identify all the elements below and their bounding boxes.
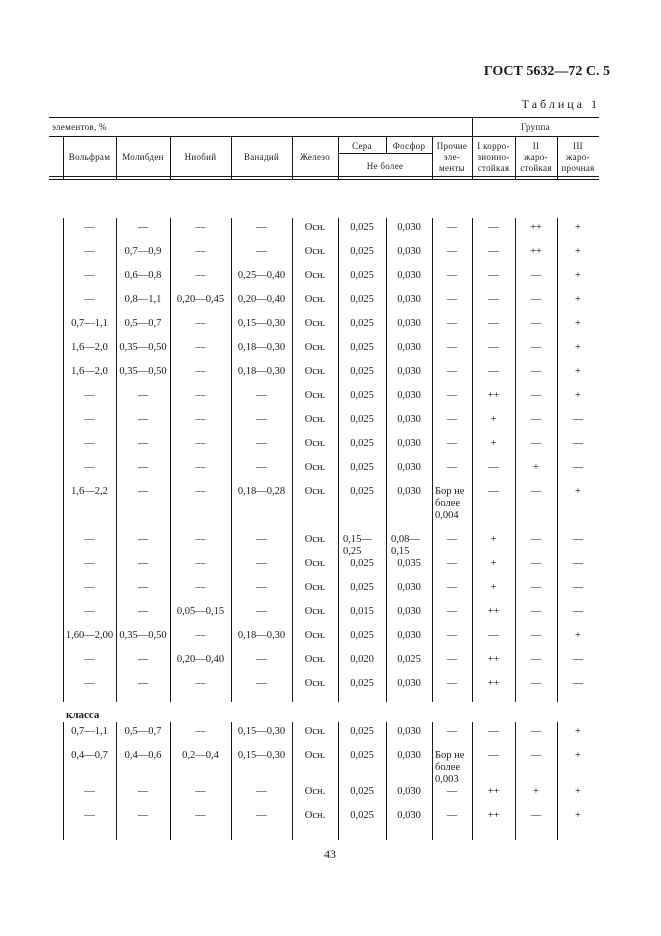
cell-molybdenum: 0,7—0,9 — [124, 246, 162, 257]
cell-other: — — [446, 438, 458, 449]
cell-iron: Осн. — [304, 270, 326, 281]
table-column-rule — [557, 722, 558, 840]
cell-sulfur: 0,025 — [350, 270, 374, 281]
table-column-rule — [63, 722, 64, 840]
cell-sulfur: 0,025 — [350, 558, 374, 569]
header-elements: элементов, % — [52, 122, 107, 132]
header-other-elements — [432, 141, 472, 174]
cell-phosphorus: 0,030 — [397, 606, 421, 617]
cell-tungsten: 1,6—2,2 — [71, 486, 108, 497]
cell-other: — — [446, 462, 458, 473]
cell-other: — — [446, 654, 458, 665]
cell-molybdenum: — — [137, 558, 149, 569]
header-bottom-rule — [49, 176, 599, 177]
cell-vanadium: 0,25—0,40 — [237, 270, 286, 281]
cell-group2: — — [530, 414, 542, 425]
header-group-1-line: зионно- — [477, 152, 510, 162]
cell-group2: + — [533, 462, 539, 473]
cell-group1: ++ — [487, 786, 500, 797]
table-column-rule — [170, 722, 171, 840]
cell-sulfur: 0,025 — [350, 366, 374, 377]
header-rule-1 — [49, 136, 599, 137]
table-column-rule — [386, 722, 387, 840]
cell-sulfur: 0,025 — [350, 222, 374, 233]
cell-group2: — — [530, 318, 542, 329]
cell-group1: — — [488, 342, 499, 353]
table-column-rule — [432, 722, 433, 840]
cell-group3: + — [575, 810, 581, 821]
cell-group2: — — [530, 390, 542, 401]
cell-group3: — — [572, 558, 584, 569]
cell-group2: — — [530, 366, 542, 377]
cell-vanadium: — — [256, 606, 267, 617]
table-column-rule — [515, 722, 516, 840]
cell-phosphorus: 0,030 — [397, 786, 421, 797]
cell-sulfur: 0,025 — [350, 246, 374, 257]
header-tungsten: Вольфрам — [68, 152, 111, 162]
cell-phosphorus: 0,030 — [397, 750, 421, 761]
cell-group3: — — [572, 606, 584, 617]
cell-other: — — [446, 366, 458, 377]
cell-iron: Осн. — [304, 462, 326, 473]
cell-group1: ++ — [487, 606, 500, 617]
cell-group1: + — [490, 438, 497, 449]
cell-group3: — — [572, 438, 584, 449]
table-top-rule — [49, 117, 599, 118]
cell-group2: + — [533, 786, 539, 797]
cell-other: — — [446, 246, 458, 257]
header-not-more: Не более — [366, 161, 404, 171]
cell-group3: + — [575, 630, 581, 641]
cell-group1: — — [488, 366, 499, 377]
header-group: Группа — [521, 122, 550, 132]
cell-sulfur: 0,025 — [350, 318, 374, 329]
cell-group1: — — [488, 750, 499, 761]
header-phosphorus: Фосфор — [392, 141, 426, 151]
cell-iron: Осн. — [304, 678, 326, 689]
cell-group1: ++ — [487, 390, 500, 401]
header-vanadium: Ванадий — [243, 152, 280, 162]
header-molybdenum: Молибден — [122, 152, 164, 162]
cell-phosphorus: 0,030 — [397, 390, 421, 401]
cell-sulfur: 0,025 — [350, 390, 374, 401]
header-group-3-line: жаро- — [566, 152, 590, 162]
cell-sulfur: 0,025 — [350, 486, 374, 497]
table-column-rule — [338, 722, 339, 840]
cell-niobium: — — [195, 342, 206, 353]
cell-group3: — — [572, 414, 584, 425]
cell-group2: — — [530, 810, 542, 821]
cell-group3: + — [575, 726, 581, 737]
cell-sulfur: 0,025 — [350, 414, 374, 425]
cell-group1: ++ — [487, 678, 500, 689]
cell-group2: — — [530, 294, 542, 305]
cell-tungsten: 0,7—1,1 — [71, 726, 108, 737]
cell-group3: — — [572, 678, 584, 689]
cell-other: Бор не более 0,003 — [435, 750, 465, 785]
cell-group2: — — [530, 342, 542, 353]
cell-molybdenum: 0,35—0,50 — [119, 630, 167, 641]
cell-iron: Осн. — [304, 582, 326, 593]
cell-molybdenum: — — [137, 390, 149, 401]
cell-tungsten: — — [84, 294, 95, 305]
cell-group3: + — [575, 390, 581, 401]
cell-molybdenum: — — [137, 678, 149, 689]
table-column-rule — [292, 722, 293, 840]
cell-iron: Осн. — [304, 810, 326, 821]
cell-niobium: 0,20—0,45 — [176, 294, 225, 305]
cell-group1: — — [488, 246, 499, 257]
cell-group2: — — [530, 558, 542, 569]
cell-molybdenum: — — [137, 222, 149, 233]
cell-phosphorus: 0,030 — [397, 678, 421, 689]
header-group-1 — [472, 141, 515, 174]
cell-niobium: — — [195, 810, 206, 821]
cell-iron: Осн. — [304, 318, 326, 329]
cell-vanadium: 0,15—0,30 — [237, 318, 286, 329]
cell-phosphorus: 0,030 — [397, 342, 421, 353]
cell-phosphorus: 0,025 — [397, 654, 421, 665]
cell-vanadium: 0,18—0,30 — [237, 630, 286, 641]
cell-sulfur: 0,015 — [350, 606, 374, 617]
cell-group1: + — [490, 534, 497, 545]
cell-sulfur: 0,020 — [350, 654, 374, 665]
cell-sulfur: 0,025 — [350, 810, 374, 821]
cell-group3: + — [575, 246, 581, 257]
cell-molybdenum: — — [137, 582, 149, 593]
cell-group2: — — [530, 678, 542, 689]
cell-group2: ++ — [530, 246, 542, 257]
cell-phosphorus: 0,030 — [397, 246, 421, 257]
cell-phosphorus: 0,030 — [397, 438, 421, 449]
cell-niobium: — — [195, 726, 206, 737]
cell-niobium: — — [195, 678, 206, 689]
cell-molybdenum: — — [137, 810, 149, 821]
cell-tungsten: — — [84, 246, 95, 257]
cell-niobium: — — [195, 630, 206, 641]
cell-niobium: — — [195, 222, 206, 233]
cell-other: — — [446, 390, 458, 401]
cell-vanadium: — — [256, 414, 267, 425]
page-number: 43 — [324, 847, 336, 861]
header-other-line: Прочие — [436, 141, 468, 151]
cell-iron: Осн. — [304, 294, 326, 305]
cell-vanadium: — — [256, 222, 267, 233]
cell-niobium: 0,05—0,15 — [176, 606, 225, 617]
cell-molybdenum: 0,5—0,7 — [124, 726, 162, 737]
header-sulfur: Сера — [352, 141, 372, 151]
cell-niobium: — — [195, 486, 206, 497]
header-bottom-rule-2 — [49, 179, 599, 180]
cell-other: — — [446, 678, 458, 689]
cell-phosphorus: 0,035 — [397, 558, 421, 569]
cell-sulfur: 0,025 — [350, 726, 374, 737]
cell-other: — — [446, 606, 458, 617]
cell-molybdenum: — — [137, 654, 149, 665]
cell-group2: — — [530, 750, 542, 761]
cell-vanadium: — — [256, 246, 267, 257]
cell-iron: Осн. — [304, 750, 326, 761]
cell-iron: Осн. — [304, 534, 326, 545]
cell-vanadium: 0,18—0,30 — [237, 342, 286, 353]
cell-vanadium: — — [256, 582, 267, 593]
table-column-rule — [472, 722, 473, 840]
cell-sulfur: 0,025 — [350, 438, 374, 449]
header-group-3-line: прочная — [561, 163, 595, 173]
header-group-2-line: стойкая — [520, 163, 552, 173]
cell-iron: Осн. — [304, 630, 326, 641]
table-label: Таблица 1 — [521, 97, 600, 111]
cell-phosphorus: 0,030 — [397, 462, 421, 473]
table-column-rule — [231, 722, 232, 840]
cell-group3: + — [575, 318, 581, 329]
cell-niobium: — — [195, 246, 206, 257]
cell-phosphorus: 0,030 — [397, 582, 421, 593]
cell-niobium: — — [195, 270, 206, 281]
cell-tungsten: — — [84, 222, 95, 233]
cell-group1: + — [490, 582, 497, 593]
cell-other: — — [446, 318, 458, 329]
cell-niobium: — — [195, 786, 206, 797]
cell-phosphorus: 0,030 — [397, 366, 421, 377]
cell-group3: + — [575, 222, 581, 233]
cell-molybdenum: 0,4—0,6 — [124, 750, 162, 761]
cell-sulfur: 0,025 — [350, 294, 374, 305]
cell-iron: Осн. — [304, 222, 326, 233]
cell-molybdenum: 0,8—1,1 — [124, 294, 162, 305]
cell-iron: Осн. — [304, 726, 326, 737]
cell-other: — — [446, 342, 458, 353]
cell-tungsten: 0,7—1,1 — [71, 318, 108, 329]
cell-group3: + — [575, 786, 581, 797]
cell-group3: — — [572, 582, 584, 593]
cell-niobium: — — [195, 414, 206, 425]
cell-group3: + — [575, 486, 581, 497]
cell-sulfur: 0,025 — [350, 750, 374, 761]
cell-group1: — — [488, 630, 499, 641]
cell-phosphorus: 0,030 — [397, 270, 421, 281]
cell-sulfur: 0,025 — [350, 462, 374, 473]
cell-phosphorus: 0,030 — [397, 486, 421, 497]
cell-iron: Осн. — [304, 654, 326, 665]
header-iron: Железо — [300, 152, 330, 162]
cell-group1: — — [488, 222, 499, 233]
cell-tungsten: — — [84, 390, 95, 401]
cell-niobium: — — [195, 438, 206, 449]
cell-molybdenum: — — [137, 462, 149, 473]
cell-tungsten: — — [84, 786, 95, 797]
cell-group3: + — [575, 294, 581, 305]
cell-group1: ++ — [487, 654, 500, 665]
cell-iron: Осн. — [304, 246, 326, 257]
cell-sulfur: 0,15— 0,25 — [343, 534, 372, 557]
cell-phosphorus: 0,030 — [397, 318, 421, 329]
cell-other: — — [446, 558, 458, 569]
header-group-1-line: I корро- — [477, 141, 510, 151]
cell-group1: — — [488, 294, 499, 305]
cell-group3: — — [572, 654, 584, 665]
header-group-2 — [515, 141, 557, 174]
cell-niobium: — — [195, 318, 206, 329]
header-group-2-line: жаро- — [524, 152, 548, 162]
cell-other: — — [446, 222, 458, 233]
table-column-rule — [116, 722, 117, 840]
cell-phosphorus: 0,030 — [397, 810, 421, 821]
cell-niobium: — — [195, 366, 206, 377]
cell-group2: — — [530, 438, 542, 449]
cell-tungsten: — — [84, 582, 95, 593]
cell-group2: — — [530, 534, 542, 545]
cell-other: — — [446, 582, 458, 593]
cell-vanadium: 0,20—0,40 — [237, 294, 286, 305]
cell-niobium: 0,20—0,40 — [176, 654, 225, 665]
cell-vanadium: 0,18—0,30 — [237, 366, 286, 377]
cell-tungsten: — — [84, 270, 95, 281]
cell-group2: — — [530, 606, 542, 617]
cell-phosphorus: 0,030 — [397, 294, 421, 305]
header-group-1-line: стойкая — [477, 163, 510, 173]
cell-group2: — — [530, 582, 542, 593]
header-niobium: Ниобий — [184, 152, 217, 162]
cell-iron: Осн. — [304, 366, 326, 377]
cell-group2: — — [530, 486, 542, 497]
cell-group1: — — [488, 270, 499, 281]
cell-iron: Осн. — [304, 390, 326, 401]
cell-tungsten: 1,6—2,0 — [71, 342, 108, 353]
cell-tungsten: — — [84, 534, 95, 545]
cell-group1: — — [488, 486, 499, 497]
cell-vanadium: — — [256, 654, 267, 665]
cell-tungsten: — — [84, 438, 95, 449]
cell-group3: + — [575, 342, 581, 353]
cell-tungsten: — — [84, 414, 95, 425]
cell-group1: — — [488, 726, 499, 737]
cell-tungsten: — — [84, 810, 95, 821]
cell-group1: — — [488, 318, 499, 329]
cell-other: — — [446, 294, 458, 305]
cell-molybdenum: — — [137, 534, 149, 545]
header-group-3-line: III — [573, 141, 583, 151]
cell-phosphorus: 0,030 — [397, 414, 421, 425]
cell-tungsten: 0,4—0,7 — [71, 750, 108, 761]
cell-molybdenum: 0,5—0,7 — [124, 318, 162, 329]
cell-niobium: — — [195, 534, 206, 545]
cell-vanadium: — — [256, 786, 267, 797]
cell-group3: + — [575, 270, 581, 281]
header-other-line: эле- — [443, 152, 461, 162]
cell-molybdenum: — — [137, 486, 149, 497]
cell-molybdenum: — — [137, 606, 149, 617]
cell-other: — — [446, 810, 458, 821]
cell-other: — — [446, 270, 458, 281]
cell-group2: ++ — [530, 222, 542, 233]
cell-group2: — — [530, 630, 542, 641]
cell-other: — — [446, 786, 458, 797]
cell-vanadium: — — [256, 390, 267, 401]
header-group-3 — [557, 141, 599, 174]
cell-tungsten: 1,6—2,0 — [71, 366, 108, 377]
document-header: ГОСТ 5632—72 С. 5 — [483, 64, 610, 79]
cell-vanadium: — — [256, 558, 267, 569]
cell-iron: Осн. — [304, 486, 326, 497]
cell-tungsten: — — [84, 462, 95, 473]
cell-molybdenum: — — [137, 438, 149, 449]
cell-niobium: — — [195, 390, 206, 401]
cell-vanadium: — — [256, 438, 267, 449]
cell-phosphorus: 0,030 — [397, 726, 421, 737]
cell-other: Бор не более 0,004 — [435, 486, 465, 521]
cell-molybdenum: — — [137, 786, 149, 797]
cell-vanadium: — — [256, 678, 267, 689]
cell-vanadium: 0,18—0,28 — [237, 486, 286, 497]
cell-iron: Осн. — [304, 414, 326, 425]
cell-iron: Осн. — [304, 786, 326, 797]
cell-tungsten: 1,60—2,00 — [65, 630, 114, 641]
cell-other: — — [446, 534, 458, 545]
header-group-2-line: II — [532, 141, 540, 151]
class-label: класса — [66, 709, 100, 721]
cell-group2: — — [530, 270, 542, 281]
cell-molybdenum: 0,6—0,8 — [124, 270, 162, 281]
cell-niobium: — — [195, 558, 206, 569]
cell-niobium: — — [195, 582, 206, 593]
cell-phosphorus: 0,08— 0,15 — [391, 534, 420, 557]
cell-tungsten: — — [84, 558, 95, 569]
cell-sulfur: 0,025 — [350, 786, 374, 797]
cell-tungsten: — — [84, 678, 95, 689]
cell-iron: Осн. — [304, 558, 326, 569]
cell-iron: Осн. — [304, 438, 326, 449]
cell-sulfur: 0,025 — [350, 342, 374, 353]
cell-tungsten: — — [84, 654, 95, 665]
cell-other: — — [446, 414, 458, 425]
cell-iron: Осн. — [304, 606, 326, 617]
cell-group3: + — [575, 750, 581, 761]
cell-group2: — — [530, 654, 542, 665]
cell-group1: + — [490, 558, 497, 569]
header-rule-sulfur — [338, 153, 432, 154]
cell-group3: — — [572, 534, 584, 545]
cell-molybdenum: 0,35—0,50 — [119, 342, 167, 353]
cell-niobium: — — [195, 462, 206, 473]
cell-group2: — — [530, 726, 542, 737]
cell-vanadium: 0,15—0,30 — [237, 750, 286, 761]
cell-molybdenum: — — [137, 414, 149, 425]
cell-group3: — — [572, 462, 584, 473]
cell-other: — — [446, 726, 458, 737]
cell-group1: ++ — [487, 810, 500, 821]
cell-sulfur: 0,025 — [350, 678, 374, 689]
cell-niobium: 0,2—0,4 — [182, 750, 219, 761]
cell-vanadium: 0,15—0,30 — [237, 726, 286, 737]
cell-group1: + — [490, 414, 497, 425]
cell-phosphorus: 0,030 — [397, 630, 421, 641]
cell-vanadium: — — [256, 534, 267, 545]
cell-molybdenum: 0,35—0,50 — [119, 366, 167, 377]
cell-tungsten: — — [84, 606, 95, 617]
cell-vanadium: — — [256, 462, 267, 473]
cell-phosphorus: 0,030 — [397, 222, 421, 233]
cell-group1: — — [488, 462, 499, 473]
cell-vanadium: — — [256, 810, 267, 821]
cell-iron: Осн. — [304, 342, 326, 353]
cell-sulfur: 0,025 — [350, 582, 374, 593]
header-other-line: менты — [439, 163, 465, 173]
cell-other: — — [446, 630, 458, 641]
cell-group3: + — [575, 366, 581, 377]
cell-sulfur: 0,025 — [350, 630, 374, 641]
